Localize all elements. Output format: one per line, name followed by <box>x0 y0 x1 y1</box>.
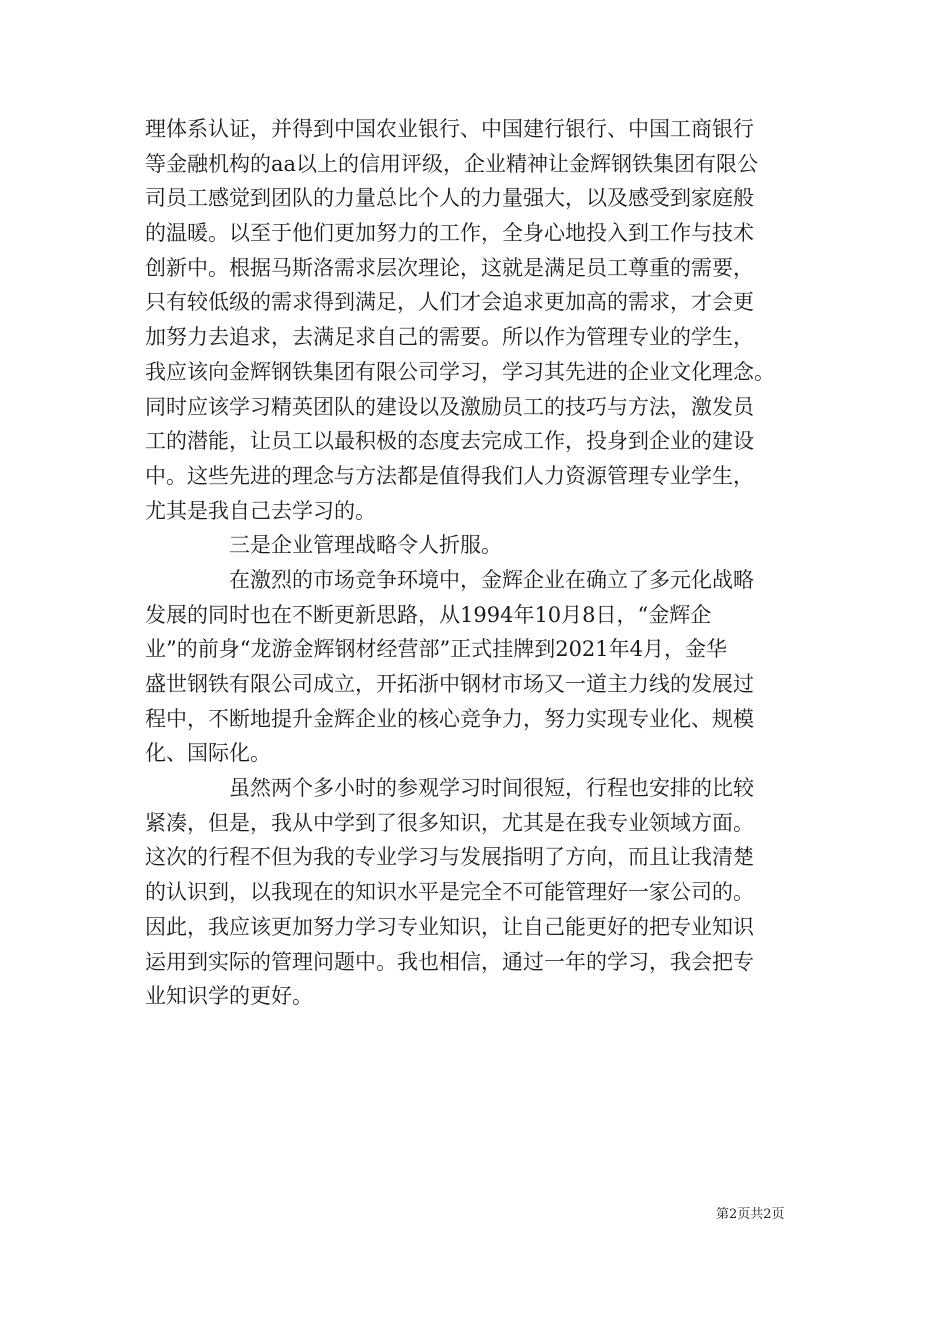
text-line: 因此，我应该更加努力学习专业知识，让自己能更好的把专业知识 <box>145 914 754 939</box>
text-line: 只有较低级的需求得到满足，人们才会追求更加高的需求，才会更 <box>145 290 754 315</box>
text-line: 我应该向金辉钢铁集团有限公司学习，学习其先进的企业文化理念。 <box>145 359 775 384</box>
text-line: 的温暖。以至于他们更加努力的工作，全身心地投入到工作与技术 <box>145 221 754 246</box>
text-line: 这次的行程不但为我的专业学习与发展指明了方向，而且让我清楚 <box>145 845 754 870</box>
text-line: 程中，不断地提升金辉企业的核心竞争力，努力实现专业化、规模 <box>145 706 754 731</box>
text-line: 盛世钢铁有限公司成立，开拓浙中钢材市场又一道主力线的发展过 <box>145 672 754 696</box>
text-line: 加努力去追求，去满足求自己的需要。所以作为管理专业的学生， <box>145 325 754 350</box>
text-line: 紧凑，但是，我从中学到了很多知识，尤其是在我专业领域方面。 <box>145 810 754 835</box>
body-text <box>145 112 825 1014</box>
text-line: 工的潜能，让员工以最积极的态度去完成工作，投身到企业的建设 <box>145 429 754 454</box>
text-line: 业知识学的更好。 <box>145 984 313 1009</box>
text-line: 等金融机构的aa以上的信用评级，企业精神让金辉钢铁集团有限公 <box>145 151 759 176</box>
text-line: 在激烈的市场竞争环境中，金辉企业在确立了多元化战略 <box>229 567 754 592</box>
text-line: 同时应该学习精英团队的建设以及激励员工的技巧与方法，激发员 <box>145 394 754 419</box>
text-line: 运用到实际的管理问题中。我也相信，通过一年的学习，我会把专 <box>145 949 754 974</box>
text-line: 创新中。根据马斯洛需求层次理论，这就是满足员工尊重的需要， <box>145 255 754 280</box>
text-line: 虽然两个多小时的参观学习时间很短，行程也安排的比较 <box>229 776 754 801</box>
page-number-footer: 第2页共2页 <box>716 1207 785 1222</box>
text-line: 司员工感觉到团队的力量总比个人的力量强大，以及感受到家庭般 <box>145 186 754 211</box>
text-line: 尤其是我自己去学习的。 <box>145 498 376 523</box>
text-line: 业”的前身“龙游金辉钢材经营部”正式挂牌到2021年4月，金华 <box>145 637 728 662</box>
text-line: 理体系认证，并得到中国农业银行、中国建行银行、中国工商银行 <box>145 117 754 141</box>
text-line: 中。这些先进的理念与方法都是值得我们人力资源管理专业学生， <box>145 463 754 488</box>
text-line: 化、国际化。 <box>145 741 271 766</box>
text-line: 发展的同时也在不断更新思路，从1994年10月8日，“金辉企 <box>145 602 712 627</box>
section-heading: 三是企业管理战略令人折服。 <box>229 533 502 558</box>
text-line: 的认识到，以我现在的知识水平是完全不可能管理好一家公司的。 <box>145 880 754 905</box>
